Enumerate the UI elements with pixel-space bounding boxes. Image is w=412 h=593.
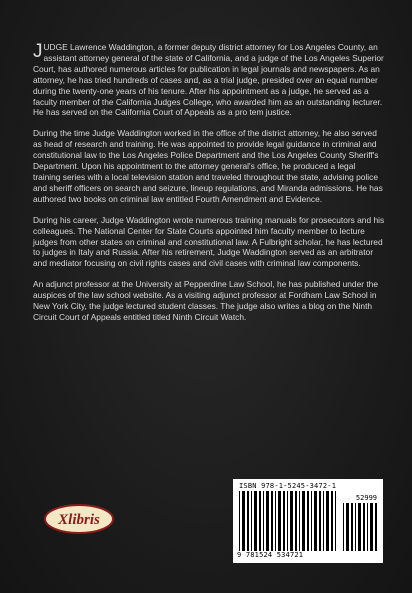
barcode-bar — [314, 491, 317, 551]
barcode-bar — [375, 503, 377, 551]
biography-text — [33, 42, 385, 333]
barcode-bar — [287, 491, 288, 551]
barcode-bar — [299, 491, 300, 551]
paragraph-1-text: UDGE Lawrence Waddington, a former deputy district attorney for Los Angeles County, an assistant attorney general of the state of California, and a judge of the Los Angeles Superior Court, has authored numerous articles for publication in legal journals and newspapers. As an attorney, he has tried hundreds of cases and, as a trial judge, presided over an equal number during the twenty-one years of his tenure. After his appointment as a judge, he served as a faculty member of the California Judges College, who awarded him as an outstanding lecturer. He has served on the California Court of Appeals as a pro tem justice. — [33, 42, 384, 118]
isbn-label: ISBN 978-1-5245-3472-1 — [239, 482, 337, 490]
barcode-bar — [295, 491, 297, 551]
barcode-bar — [251, 491, 252, 551]
barcode-bar — [275, 491, 276, 551]
barcode-bar — [335, 491, 336, 551]
barcode-bar — [259, 491, 261, 551]
barcode-addon-bars — [343, 503, 379, 551]
paragraph-4: An adjunct professor at the University at Pepperdine Law School, he has published under the auspices of the law school website. As a visiting adjunct professor at Fordham Law School in New York City, the judge lectured student classes. The judge also writes a blog on the Ninth Circuit Court of Appeals entitled titled Ninth Circuit Watch. — [33, 279, 378, 322]
barcode-bar — [331, 491, 333, 551]
isbn-barcode — [233, 479, 383, 563]
barcode-bar — [370, 503, 373, 551]
barcode-bar — [363, 503, 365, 551]
barcode-bar — [302, 491, 305, 551]
publisher-logo — [43, 503, 115, 535]
drop-cap: J — [33, 41, 43, 62]
barcode-bars — [239, 491, 339, 551]
barcode-bar — [266, 491, 269, 551]
barcode-bar — [346, 503, 349, 551]
price-code: 52999 — [355, 494, 377, 502]
paragraph-3: During his career, Judge Waddington wrote numerous training manuals for prosecutors and his colleagues. The National Center for State Courts appointed him faculty member to lecture judges from other states on criminal and constitutional law. A Fulbright scholar, he has lectured to judges in Italy and Russia. After his retirement, Judge Waddington served as an arbitrator and mediator focusing on civil rights cases and civil cases with criminal law components. — [33, 214, 385, 269]
paragraph-1 — [33, 42, 385, 118]
barcode-bar — [278, 491, 281, 551]
barcode-bar — [323, 491, 324, 551]
barcode-bar — [307, 491, 309, 551]
barcode-bar — [367, 503, 368, 551]
barcode-bar — [254, 491, 257, 551]
barcode-bar — [351, 503, 353, 551]
barcode-bar — [355, 503, 356, 551]
barcode-bar — [242, 491, 245, 551]
barcode-bar — [343, 503, 344, 551]
barcode-digits: 9 781524 534721 — [237, 551, 304, 559]
barcode-bar — [319, 491, 321, 551]
paragraph-2: During the time Judge Waddington worked in the office of the district attorney, he also served as head of research and training. He was appointed to provide legal guidance in criminal and constitutional law to the Los Angeles Police Department and the Los Angeles County Sheriff's Department. Upon his appointment to the attorney general's office, he produced a legal training series with a local television station and traveled throughout the state, advising police and sheriff officers on search and seizure, lineup regulations, and Miranda admissions. He has authored two books on criminal law entitled Fourth Amendment and Evidence. — [33, 128, 383, 204]
barcode-bar — [290, 491, 293, 551]
barcode-bar — [326, 491, 329, 551]
publisher-name: Xlibris — [58, 512, 100, 528]
barcode-bar — [358, 503, 361, 551]
barcode-bar — [263, 491, 264, 551]
barcode-bar — [311, 491, 312, 551]
barcode-bar — [283, 491, 285, 551]
barcode-bar — [271, 491, 273, 551]
barcode-bar — [239, 491, 240, 551]
barcode-bar — [247, 491, 249, 551]
